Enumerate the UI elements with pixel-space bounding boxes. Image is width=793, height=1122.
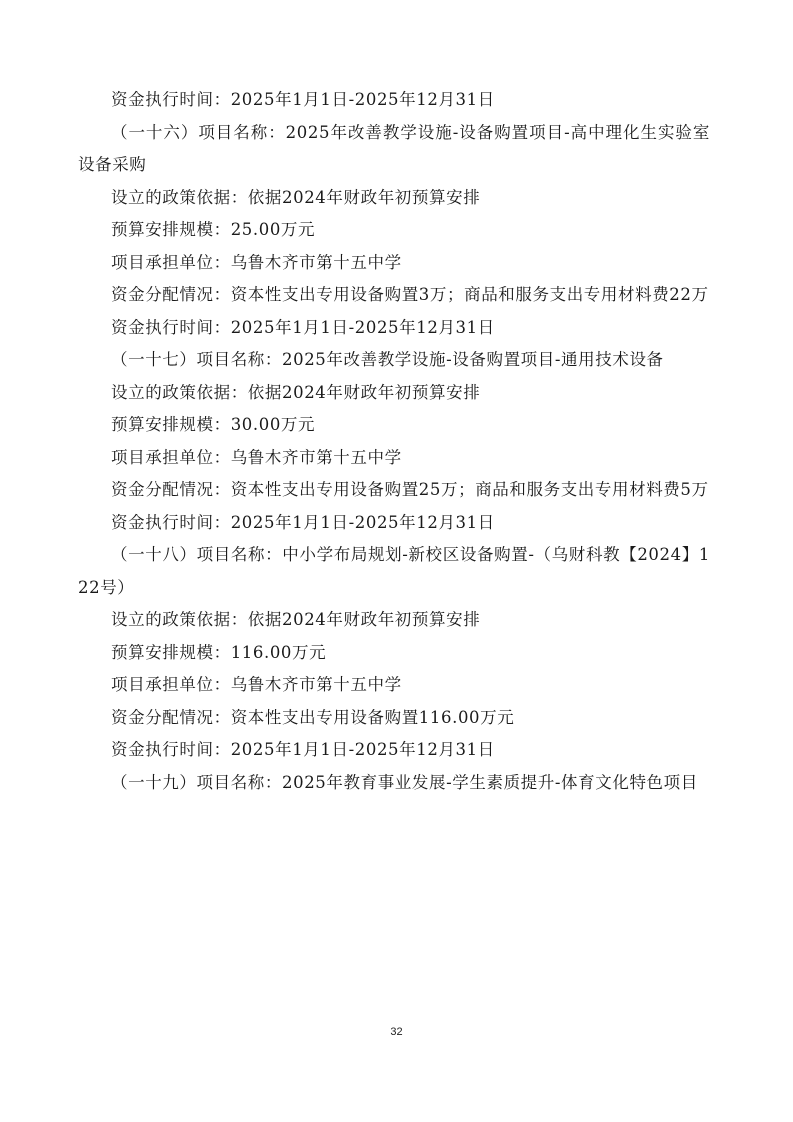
paragraph-fund-time-15: 资金执行时间：2025年1月1日-2025年12月31日 bbox=[111, 90, 495, 109]
paragraph-unit-18: 项目承担单位：乌鲁木齐市第十五中学 bbox=[111, 675, 402, 694]
paragraph-policy-17: 设立的政策依据：依据2024年财政年初预算安排 bbox=[111, 382, 481, 402]
project-17-title: （一十七）项目名称：2025年改善教学设施-设备购置项目-通用技术设备 bbox=[111, 350, 664, 369]
paragraph-allocation-18: 资金分配情况：资本性支出专用设备购置116.00万元 bbox=[111, 707, 515, 727]
project-19-title: （一十九）项目名称：2025年教育事业发展-学生素质提升-体育文化特色项目 bbox=[111, 772, 698, 792]
paragraph-allocation-16: 资金分配情况：资本性支出专用设备购置3万；商品和服务支出专用材料费22万 bbox=[111, 285, 709, 304]
paragraph-policy-18: 设立的政策依据：依据2024年财政年初预算安排 bbox=[111, 610, 481, 629]
paragraph-budget-16: 预算安排规模：25.00万元 bbox=[111, 220, 316, 239]
project-16-title: （一十六）项目名称：2025年改善教学设施-设备购置项目-高中理化生实验室设备采购 bbox=[78, 122, 710, 174]
paragraph-fund-time-18: 资金执行时间：2025年1月1日-2025年12月31日 bbox=[111, 740, 495, 759]
paragraph-allocation-17: 资金分配情况：资本性支出专用设备购置25万；商品和服务支出专用材料费5万 bbox=[111, 480, 709, 499]
paragraph-fund-time-17: 资金执行时间：2025年1月1日-2025年12月31日 bbox=[111, 512, 495, 532]
paragraph-fund-time-16: 资金执行时间：2025年1月1日-2025年12月31日 bbox=[111, 317, 495, 337]
project-18-title: （一十八）项目名称：中小学布局规划-新校区设备购置-（乌财科教【2024】122号） bbox=[78, 545, 710, 597]
document-body bbox=[78, 84, 710, 799]
page-number: 32 bbox=[390, 1026, 403, 1038]
paragraph-budget-18: 预算安排规模：116.00万元 bbox=[111, 642, 327, 662]
paragraph-unit-17: 项目承担单位：乌鲁木齐市第十五中学 bbox=[111, 447, 402, 467]
paragraph-policy-16: 设立的政策依据：依据2024年财政年初预算安排 bbox=[111, 187, 481, 207]
paragraph-unit-16: 项目承担单位：乌鲁木齐市第十五中学 bbox=[111, 252, 402, 272]
paragraph-budget-17: 预算安排规模：30.00万元 bbox=[111, 415, 316, 434]
